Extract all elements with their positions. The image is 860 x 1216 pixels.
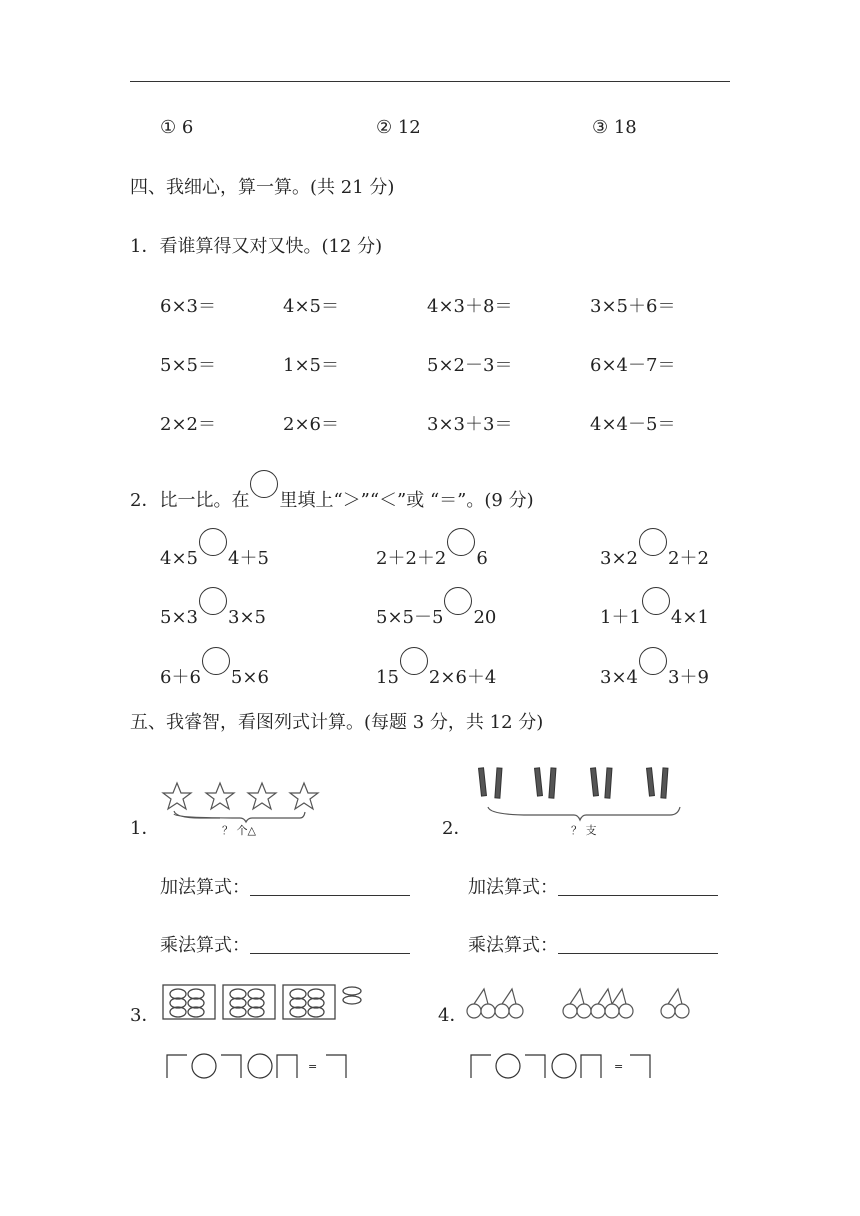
answer-circle[interactable] [444,587,472,615]
compare-item: 5×3 3×5 [160,597,266,629]
answer-circle[interactable] [639,528,667,556]
compare-item: 6＋6 5×6 [160,657,269,689]
answer-circle[interactable] [447,528,475,556]
equation-template-4 [468,1052,658,1082]
calc-item: 2×6＝ [283,414,339,435]
q1-title: 1．看谁算得又对又快。(12 分) [130,236,383,257]
calc-item: 4×5＝ [283,296,339,317]
answer-circle[interactable] [642,587,670,615]
answer-line[interactable] [250,877,410,896]
mul-row-2: 乘法算式： [468,935,718,957]
answer-line[interactable] [250,935,410,954]
section4-title: 四、我细心，算一算。(共 21 分) [130,177,395,198]
equals-sign-4: = [614,1060,624,1073]
option-2: ② 12 [376,117,421,138]
top-rule [130,81,730,82]
compare-item: 5×5－5 20 [376,597,496,629]
calc-item: 1×5＝ [283,355,339,376]
problem-1-number: 1． [130,818,160,839]
calc-item: 5×2－3＝ [427,355,513,376]
q2-title-part1: 2．比一比。在 [130,490,250,511]
compare-item: 15 2×6＋4 [376,657,496,689]
brace-label-1: ？ 个△ [222,824,256,837]
option-1: ① 6 [160,117,194,138]
answer-circle[interactable] [639,647,667,675]
calc-item: 4×4－5＝ [590,414,676,435]
problem-3-number: 3． [130,1005,160,1026]
add-row-2: 加法算式： [468,877,718,899]
calc-item: 6×3＝ [160,296,216,317]
equals-sign-3: = [308,1060,318,1073]
calc-item: 5×5＝ [160,355,216,376]
answer-circle[interactable] [199,528,227,556]
answer-line[interactable] [558,877,718,896]
brace-label-2: ？ 支 [571,824,597,837]
compare-item: 1＋1 4×1 [600,597,709,629]
section5-title: 五、我睿智，看图列式计算。(每题 3 分，共 12 分) [130,712,544,733]
compare-item: 4×5 4＋5 [160,538,269,570]
compare-item: 3×4 3＋9 [600,657,709,689]
answer-line[interactable] [558,935,718,954]
calc-item: 2×2＝ [160,414,216,435]
answer-circle[interactable] [400,647,428,675]
compare-item: 3×2 2＋2 [600,538,709,570]
option-3: ③ 18 [592,117,637,138]
calc-item: 6×4－7＝ [590,355,676,376]
problem-4-number: 4． [438,1005,468,1026]
answer-circle[interactable] [202,647,230,675]
calc-item: 3×3＋3＝ [427,414,513,435]
cherries-picture [466,985,696,1025]
q2-title-part2: 里填上“＞”“＜”或 “＝”。(9 分) [279,490,534,511]
q2-title [130,480,534,512]
problem-2-number: 2． [442,818,472,839]
compare-item: 2＋2＋2 6 [376,538,488,570]
calc-item: 4×3＋8＝ [427,296,513,317]
mul-row-1: 乘法算式： [160,935,410,957]
answer-circle[interactable] [199,587,227,615]
calc-item: 3×5＋6＝ [590,296,676,317]
trays-picture [160,983,370,1023]
add-row-1: 加法算式： [160,877,410,899]
pens-picture [470,765,700,825]
equation-template-3 [164,1052,354,1082]
circle-sample-icon [250,470,278,498]
